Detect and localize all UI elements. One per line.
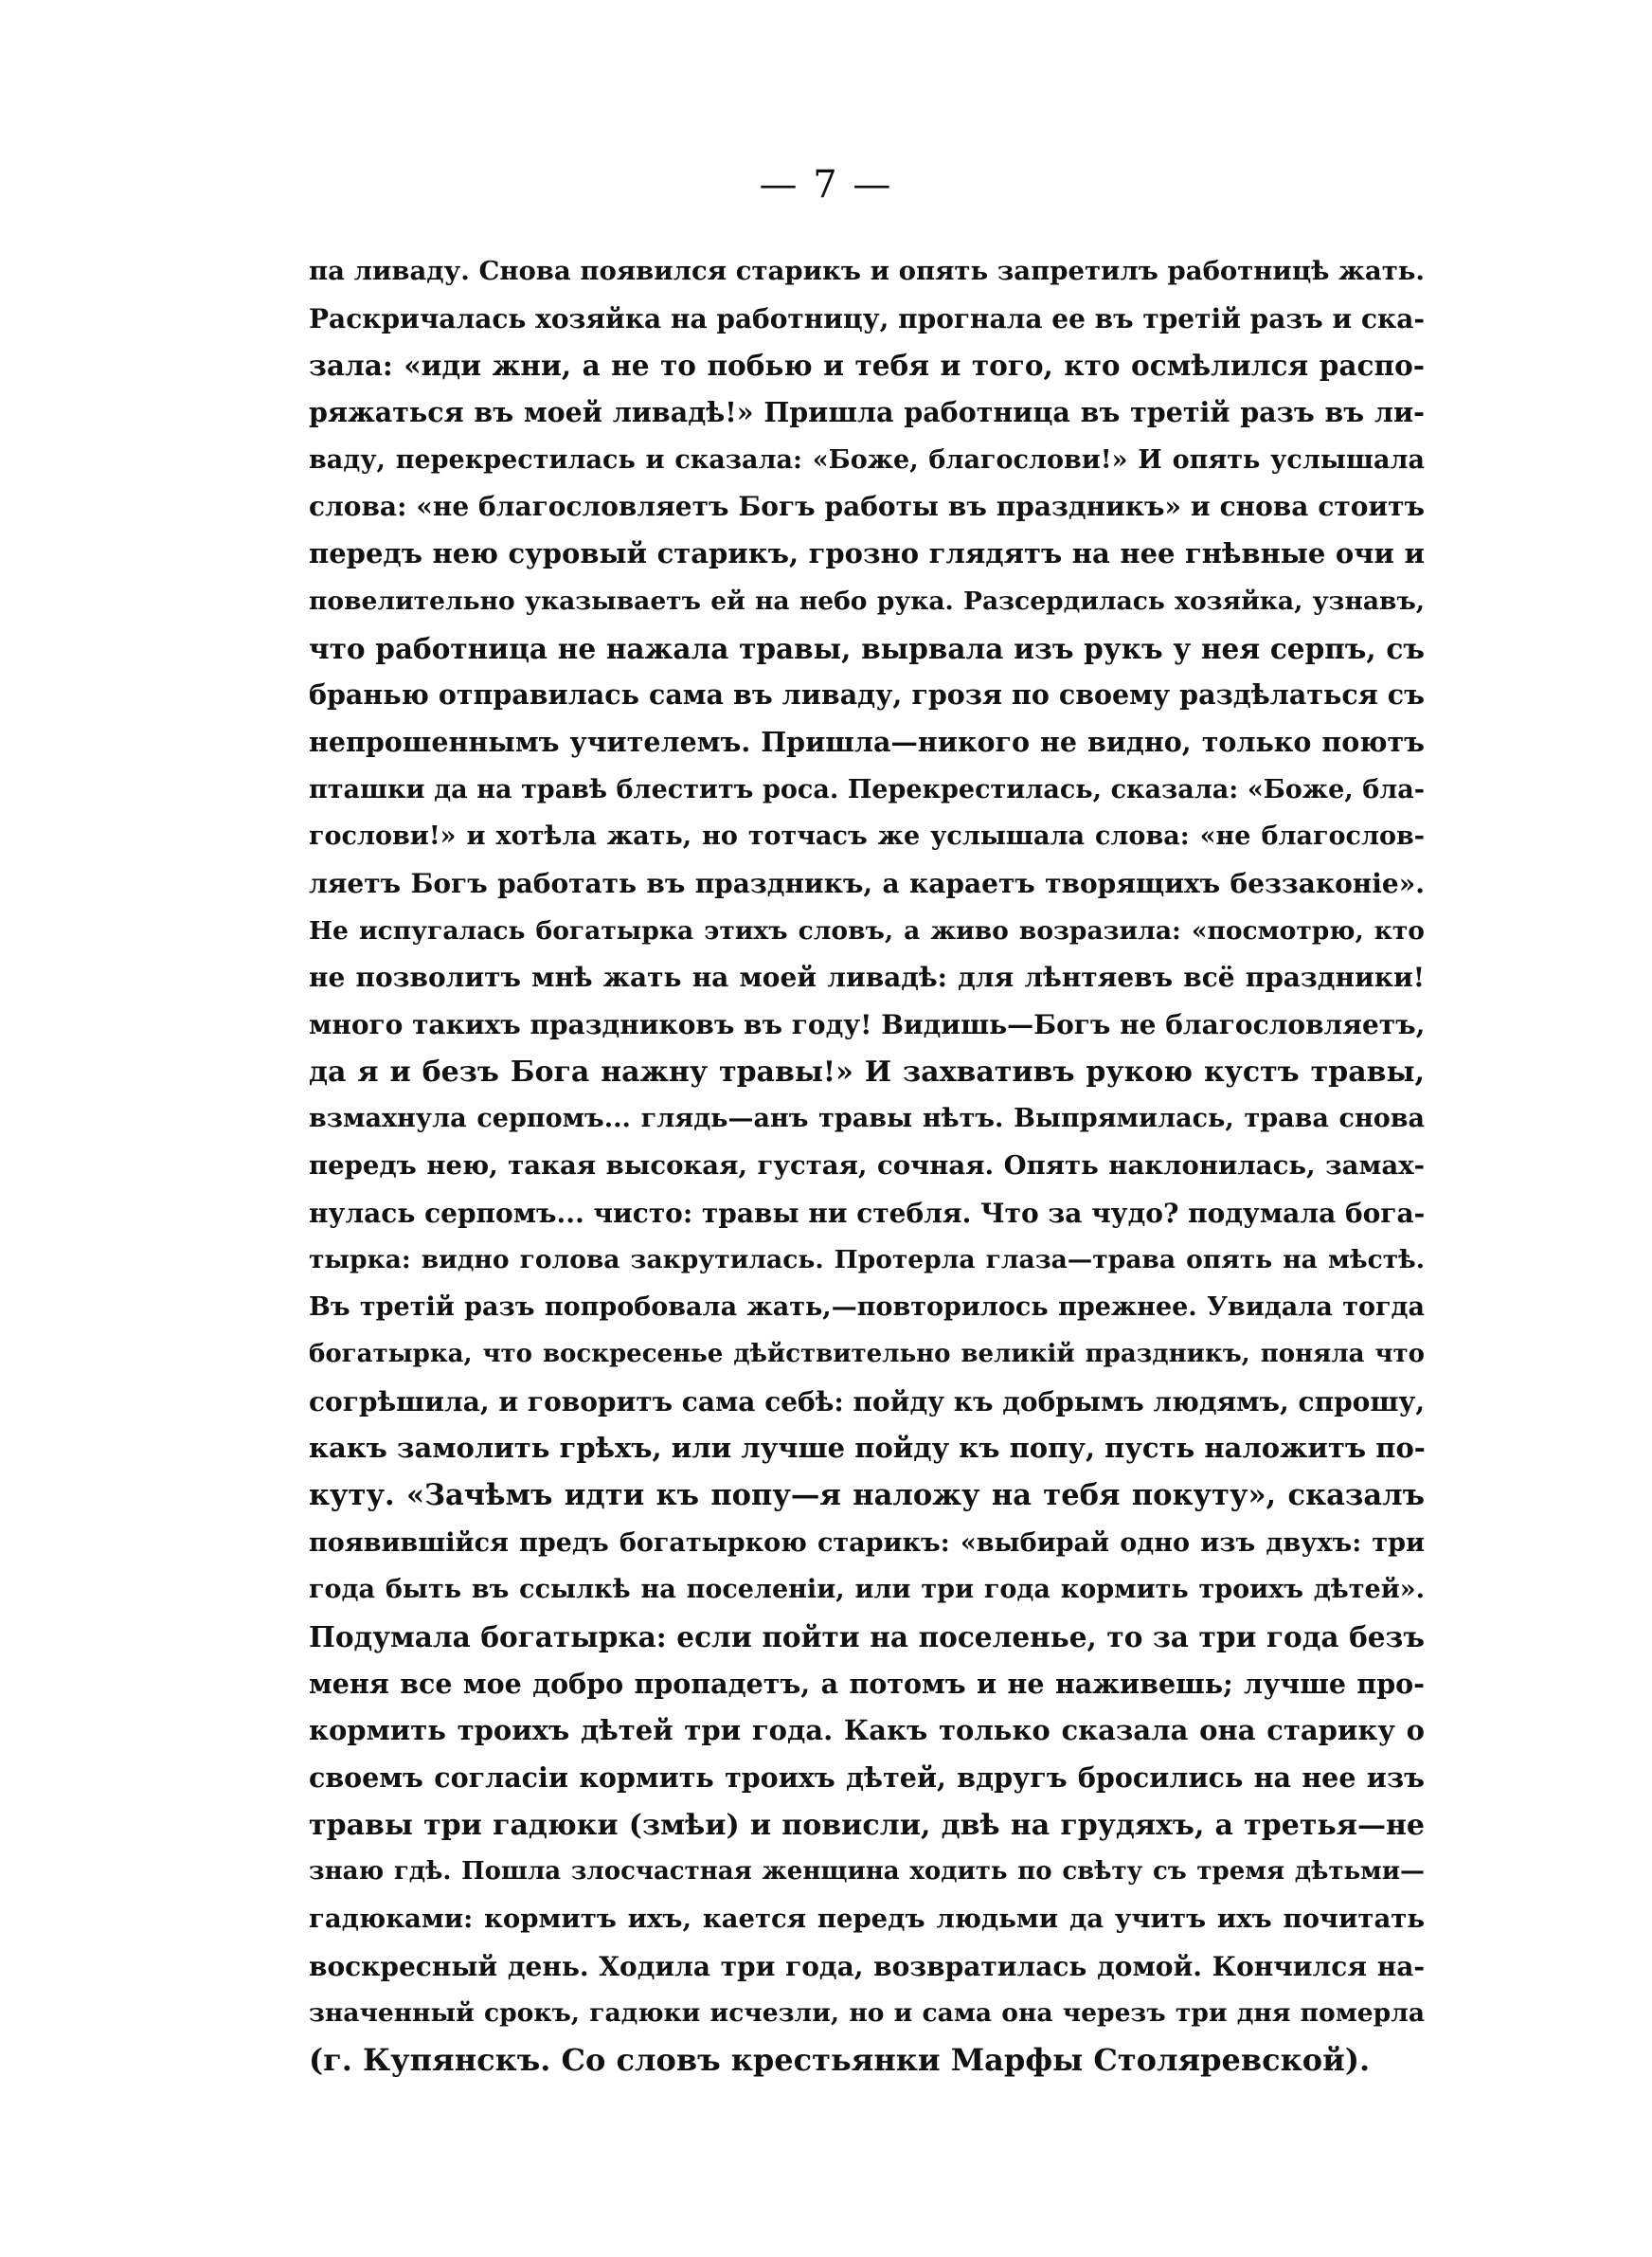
text-line-last: (г. Купянскъ. Со словъ крестьянки Марфы Столяревской). <box>309 2042 1371 2079</box>
text-line: нулась серпомъ... чисто: травы ни стебля. Что за чудо? подумала бога- <box>309 1197 1426 1229</box>
text-line: передъ нею, такая высокая, густая, сочная. Опять наклонилась, замах- <box>309 1150 1425 1182</box>
text-line: травы три гадюки (змѣи) и повисли, двѣ на грудяхъ, а третья—не <box>309 1808 1425 1842</box>
text-line: значенный срокъ, гадюки исчезли, но и сама она черезъ три дня померла <box>309 1998 1425 2029</box>
text-line: непрошеннымъ учителемъ. Пришла—никого не видно, только поютъ <box>309 725 1425 758</box>
text-line: ляетъ Богъ работать въ праздникъ, а караетъ творящихъ беззаконіе». <box>309 867 1425 899</box>
page-number: — 7 — <box>759 163 893 207</box>
text-line: появившійся предъ богатыркою старикъ: «выбирай одно изъ двухъ: три <box>309 1527 1425 1558</box>
text-line: па ливаду. Снова появился старикъ и опять запретилъ работницѣ жать. <box>309 256 1425 286</box>
text-line: согрѣшила, и говоритъ сама себѣ: пойду къ добрымъ людямъ, спрошу, <box>309 1385 1426 1417</box>
text-line: гадюками: кормитъ ихъ, кается передъ людьми да учитъ ихъ почитать <box>309 1904 1425 1935</box>
text-line: слова: «не благословляетъ Богъ работы въ праздникъ» и снова стоитъ <box>309 491 1425 523</box>
text-line: ваду, перекрестилась и сказала: «Боже, благослови!» И опять услышала <box>309 444 1425 475</box>
text-line: воскресный день. Ходила три года, возвратилась домой. Кончился на- <box>309 1950 1425 1982</box>
text-line: да я и безъ Бога нажну травы!» И захвативъ рукою кустъ травы, <box>309 1055 1425 1089</box>
text-line: Подумала богатырка: если пойти на поселенье, то за три года безъ <box>309 1619 1425 1653</box>
text-line: повелительно указываетъ ей на небо рука. Разсердилась хозяйка, узнавъ, <box>309 586 1425 616</box>
text-line: Раскричалась хозяйка на работницу, прогнала ее въ третій разъ и ска- <box>309 302 1425 334</box>
text-line: что работница не нажала травы, вырвала изъ рукъ у нея серпъ, съ <box>309 631 1425 665</box>
text-line: не позволитъ мнѣ жать на моей ливадѣ: для лѣнтяевъ всё праздники! <box>309 962 1425 994</box>
text-line: знаю гдѣ. Пошла злосчастная женщина ходить по свѣту съ тремя дѣтьми— <box>309 1857 1425 1887</box>
text-line: взмахнула серпомъ... глядь—анъ травы нѣтъ. Выпрямилась, трава снова <box>309 1104 1425 1134</box>
text-line: года быть въ ссылкѣ на поселеніи, или три года кормить троихъ дѣтей». <box>309 1575 1425 1605</box>
text-line: своемъ согласіи кормить троихъ дѣтей, вдругъ бросились на нее изъ <box>309 1761 1425 1794</box>
text-line: богатырка, что воскресенье дѣйствительно великій праздникъ, поняла что <box>309 1339 1425 1368</box>
text-line: тырка: видно голова закрутилась. Протерла глаза—трава опять на мѣстѣ. <box>309 1245 1425 1275</box>
text-line: кормить троихъ дѣтей три года. Какъ только сказала она старику о <box>309 1714 1425 1747</box>
text-line: Въ третій разъ попробовала жать,—повторилось прежнее. Увидала тогда <box>309 1292 1425 1323</box>
text-line: меня все мое добро пропадетъ, а потомъ и не наживешь; лучше про- <box>309 1667 1425 1700</box>
text-line: передъ нею суровый старикъ, грозно глядятъ на нее гнѣвные очи и <box>309 537 1425 570</box>
text-line: какъ замолить грѣхъ, или лучше пойду къ попу, пусть наложитъ по- <box>309 1432 1426 1465</box>
text-line: куту. «Зачѣмъ идти къ попу—я наложу на тебя покуту», сказалъ <box>309 1477 1425 1512</box>
story-text <box>309 248 1425 2085</box>
text-line: много такихъ праздниковъ въ году! Видишь—Богъ не благословляетъ, <box>309 1009 1426 1040</box>
text-line: пташки да на травѣ блеститъ роса. Перекрестилась, сказала: «Боже, бла- <box>309 774 1425 804</box>
text-line: гослови!» и хотѣла жать, но тотчасъ же услышала слова: «не благослов- <box>309 822 1425 852</box>
text-line: Не испугалась богатырка этихъ словъ, а живо возразила: «посмотрю, кто <box>309 915 1425 946</box>
text-line: зала: «иди жни, а не то побью и тебя и того, кто осмѣлился распо- <box>309 349 1425 383</box>
text-line: ряжаться въ моей ливадѣ!» Пришла работница въ третій разъ въ ли- <box>309 396 1425 429</box>
text-line: бранью отправилась сама въ ливаду, грозя по своему раздѣлаться съ <box>309 678 1425 712</box>
